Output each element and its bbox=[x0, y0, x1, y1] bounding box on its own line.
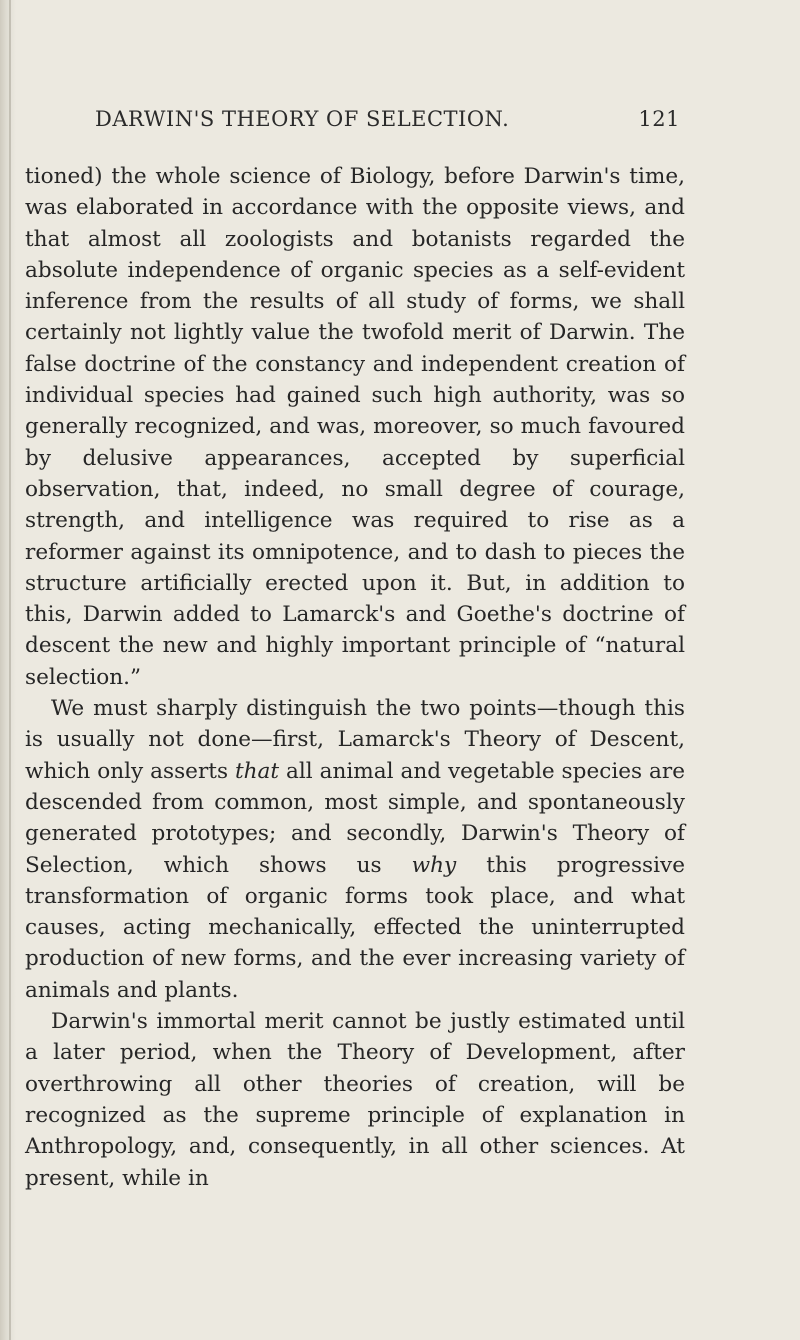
binding-edge bbox=[9, 0, 11, 1340]
paragraph-3: Darwin's immortal merit cannot be justly estimated until a later period, when the Theory of Development, after overthrowing all other theories of creation, will be recognized as the supreme principle of explanation in Anthropology, and, consequently, in all other sciences. At present, while in bbox=[25, 1009, 685, 1191]
page-number: 121 bbox=[638, 107, 680, 131]
page-gutter-shadow bbox=[0, 0, 16, 1340]
paragraph-2-part-b: all animal and vegetable species are descended from common, most simple, and spontaneously generated prototypes; and secondly, Darwin's Theory of Selection, which shows us bbox=[25, 758, 685, 878]
running-head-title: DARWIN'S THEORY OF SELECTION. bbox=[95, 107, 510, 131]
paragraph-2 bbox=[25, 693, 685, 1006]
paragraph-2-part-c: this progressive transformation of organic forms took place, and what causes, acting mechanically, effected the uninterrupted production of new forms, and the ever increasing variety of animals and plants. bbox=[25, 852, 685, 1003]
emphasis-that: that bbox=[234, 758, 280, 784]
body-text bbox=[25, 161, 685, 1194]
emphasis-why: why bbox=[411, 852, 457, 878]
paragraph-1: tioned) the whole science of Biology, before Darwin's time, was elaborated in accordance with the opposite views, and that almost all zoologists and botanists regarded the absolute independence of organic species as a self-evident inference from the results of all study of forms, we shall certainly not lightly value the twofold merit of Darwin. The false doctrine of the constancy and independent creation of individual species had gained such high authority, was so generally recognized, and was, moreover, so much favoured by delusive appearances, accepted by superficial observation, that, indeed, no small degree of courage, strength, and intelligence was required to rise as a reformer against its omnipotence, and to dash to pieces the structure artificially erected upon it. But, in addition to this, Darwin added to Lamarck's and Goethe's doctrine of descent the new and highly important principle of “natural selection.” bbox=[25, 164, 685, 690]
paragraph-2-part-a: We must sharply distinguish the two points—though this is usually not done—first, Lamarck's Theory of Descent, which only asserts bbox=[25, 696, 685, 784]
running-head bbox=[95, 107, 680, 137]
